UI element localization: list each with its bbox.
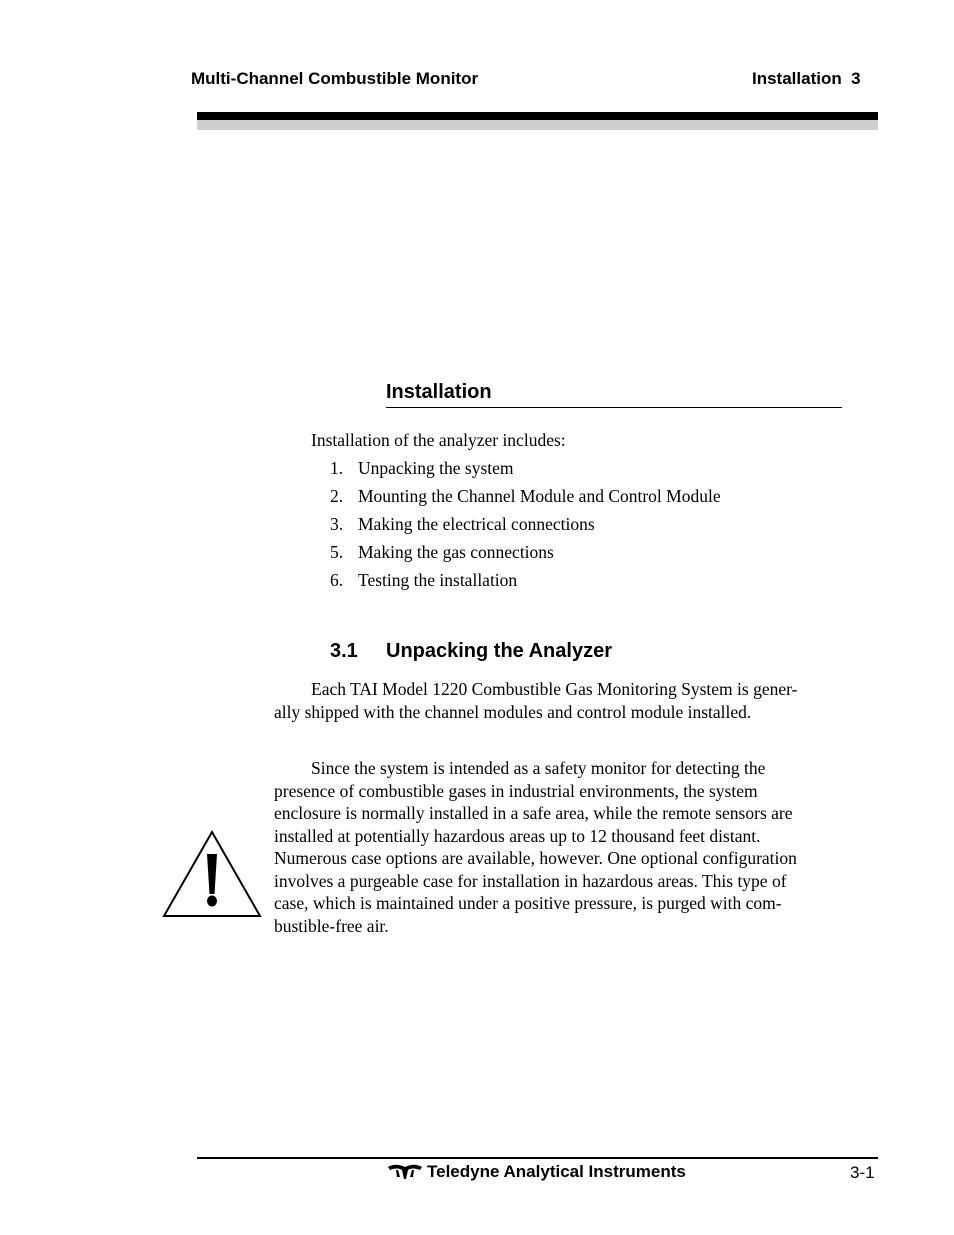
- running-header-title: Multi-Channel Combustible Monitor: [191, 69, 479, 88]
- paragraph-line: bustible-free air.: [274, 915, 389, 936]
- paragraph-line: Numerous case options are available, however. One optional configuration: [274, 848, 797, 868]
- chapter-title-rule: [386, 407, 842, 408]
- warning-triangle-icon: [162, 830, 262, 918]
- paragraph-line: involves a purgeable case for installation in hazardous areas. This type of: [274, 870, 787, 891]
- header-rule-gray: [197, 120, 878, 130]
- list-item-number: 6.: [330, 570, 344, 590]
- list-item-number: 3.: [330, 514, 344, 534]
- list-item-text: Unpacking the system: [358, 458, 514, 478]
- paragraph-shipping: [274, 678, 842, 723]
- list-item-number: 1.: [330, 458, 344, 478]
- paragraph-line: installed at potentially hazardous areas up to 12 thousand feet distant.: [274, 825, 761, 846]
- page-number: 3-1: [850, 1163, 875, 1182]
- footer-company-name: Teledyne Analytical Instruments: [427, 1162, 686, 1181]
- teledyne-logo-icon: [387, 1163, 423, 1181]
- section-number: 3.1: [330, 640, 358, 662]
- footer-rule: [197, 1157, 878, 1159]
- paragraph-line: Since the system is intended as a safety monitor for detecting the: [311, 758, 766, 778]
- chapter-title: Installation: [386, 381, 492, 403]
- installation-steps-list: [330, 457, 721, 597]
- list-item: [330, 485, 721, 513]
- list-item: [330, 541, 721, 569]
- paragraph-line: case, which is maintained under a positive pressure, is purged with com-: [274, 893, 782, 913]
- section-title: Unpacking the Analyzer: [386, 640, 612, 662]
- running-header-chapter: Installation 3: [752, 69, 861, 88]
- paragraph-line: ally shipped with the channel modules and control module installed.: [274, 701, 752, 722]
- paragraph-line: enclosure is normally installed in a safe area, while the remote sensors are: [274, 803, 793, 823]
- list-item-text: Mounting the Channel Module and Control Module: [358, 486, 721, 506]
- header-rule-black: [197, 112, 878, 120]
- intro-text: Installation of the analyzer includes:: [311, 430, 566, 450]
- list-item: [330, 569, 721, 597]
- list-item-text: Testing the installation: [358, 570, 518, 590]
- list-item-number: 5.: [330, 542, 344, 562]
- paragraph-line: Each TAI Model 1220 Combustible Gas Monitoring System is gener-: [311, 679, 798, 699]
- paragraph-safety: [274, 757, 842, 937]
- list-item-number: 2.: [330, 486, 344, 506]
- list-item: [330, 513, 721, 541]
- list-item-text: Making the gas connections: [358, 542, 554, 562]
- paragraph-line: presence of combustible gases in industrial environments, the system: [274, 780, 758, 801]
- list-item-text: Making the electrical connections: [358, 514, 595, 534]
- list-item: [330, 457, 721, 485]
